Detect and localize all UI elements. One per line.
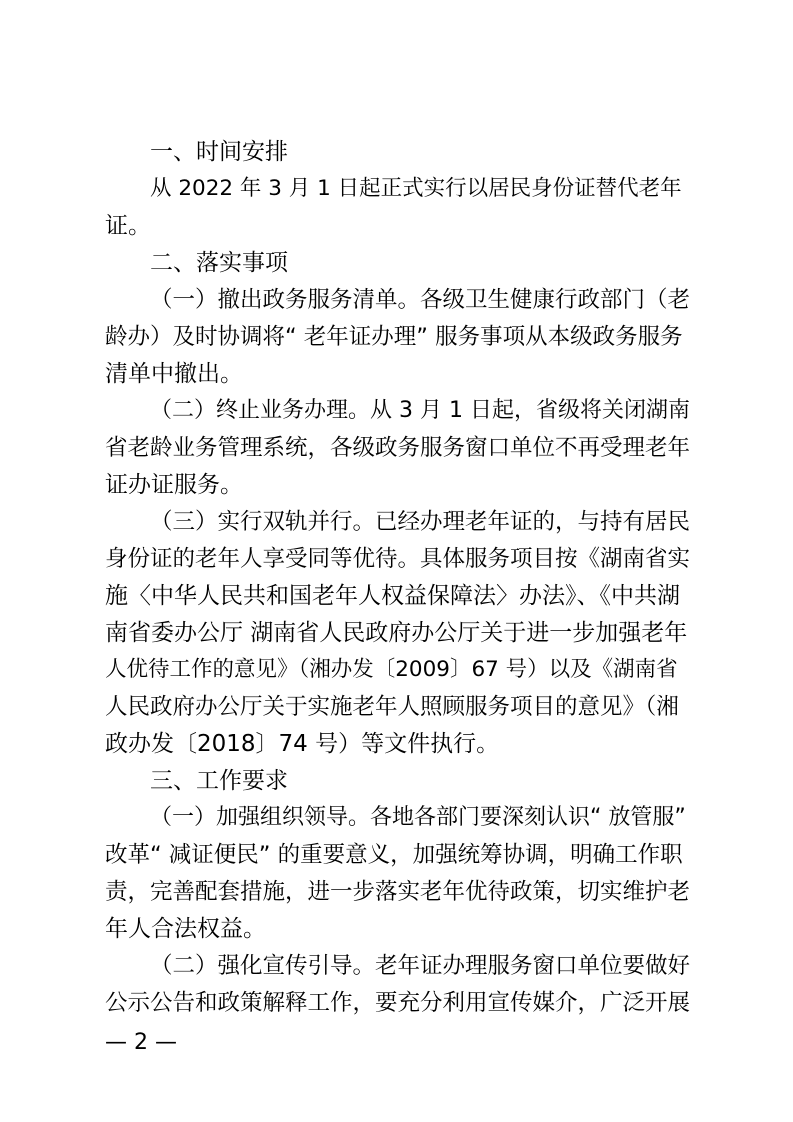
page-number: — 2 —	[105, 1030, 177, 1055]
paragraph-line: 人民政府办公厅关于实施老年人照顾服务项目的意见》（湘	[105, 694, 679, 720]
paragraph-line: （二）终止业务办理。从 3 月 1 日起，省级将关闭湖南	[150, 398, 690, 423]
paragraph-line: 清单中撤出。	[105, 361, 243, 387]
paragraph-line: （一）加强组织领导。各地各部门要深刻认识“ 放管服”	[150, 805, 686, 830]
section-heading-tasks: 二、落实事项	[150, 250, 288, 276]
paragraph-line: 南省委办公厅 湖南省人民政府办公厅关于进一步加强老年	[105, 620, 688, 646]
paragraph-line: 证办证服务。	[105, 472, 243, 498]
paragraph-line: 人优待工作的意见》（湘办发〔2009〕67 号）以及《湖南省	[105, 657, 678, 682]
paragraph-line: 证。	[105, 213, 151, 239]
paragraph-line: （一）撤出政务服务清单。各级卫生健康行政部门（老	[150, 287, 691, 313]
paragraph-line: 身份证的老年人享受同等优待。具体服务项目按《湖南省实	[105, 546, 691, 572]
paragraph-line: （二）强化宣传引导。老年证办理服务窗口单位要做好	[150, 953, 691, 979]
paragraph-line: 施〈中华人民共和国老年人权益保障法〉办法》、《中共湖	[105, 583, 680, 609]
paragraph-line: 公示公告和政策解释工作，要充分利用宣传媒介，广泛开展	[105, 990, 691, 1016]
paragraph-line: 省老龄业务管理系统，各级政务服务窗口单位不再受理老年	[105, 435, 691, 461]
section-heading-requirements: 三、工作要求	[150, 768, 288, 794]
paragraph-line: 政办发〔2018〕74 号）等文件执行。	[105, 731, 500, 757]
paragraph-line: 龄办）及时协调将“ 老年证办理” 服务事项从本级政务服务	[105, 324, 683, 350]
paragraph-line: 改革“ 减证便民” 的重要意义，加强统筹协调，明确工作职	[105, 842, 683, 868]
paragraph-line: 年人合法权益。	[105, 916, 266, 942]
paragraph-line: 从 2022 年 3 月 1 日起正式实行以居民身份证替代老年	[150, 176, 682, 201]
section-heading-schedule: 一、时间安排	[150, 139, 288, 165]
paragraph-line: 责，完善配套措施，进一步落实老年优待政策，切实维护老	[105, 879, 691, 905]
paragraph-line: （三）实行双轨并行。已经办理老年证的，与持有居民	[150, 509, 691, 535]
